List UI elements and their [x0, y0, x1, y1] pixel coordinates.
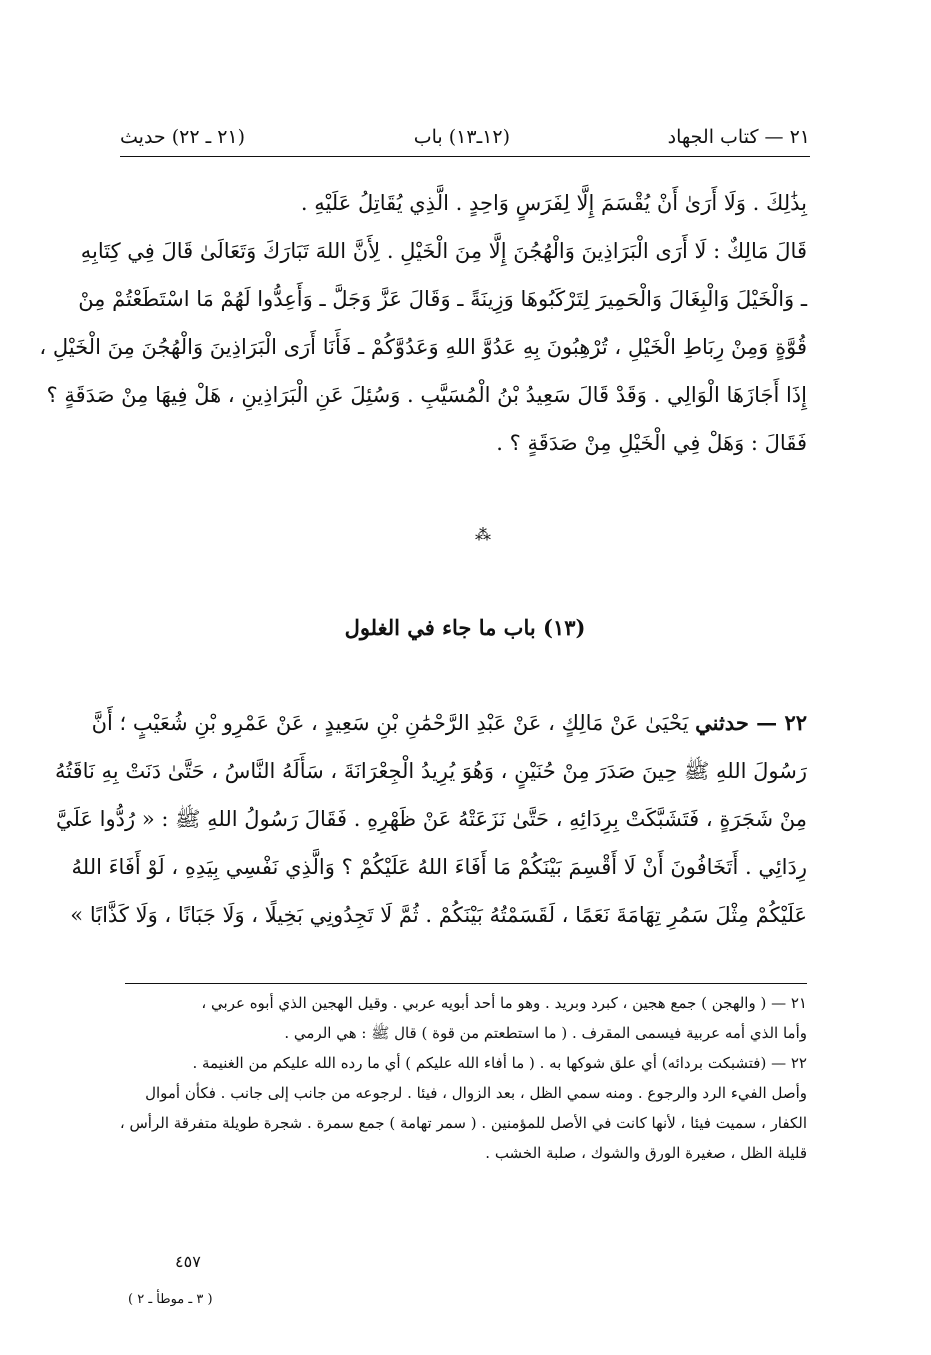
text-line: رَسُولَ اللهِ ﷺ حِينَ صَدَرَ مِنْ حُنَيْنٍ ، وَهُوَ يُرِيدُ الْجِعْرَانَةَ ، سَأَلَهُ النَّاسُ ، حَتَّىٰ دَنَتْ بِهِ نَاقَتُهُ [54, 759, 807, 783]
running-header [120, 118, 810, 158]
footnote-line: وأصل الفيء الرد والرجوع . ومنه سمي الظل ، بعد الزوال ، فيئا . لرجوعه من جانب إلى جانب . فكأن أموال [145, 1084, 807, 1102]
text-line: فَقَالَ : وَهَلْ فِي الْخَيْلِ مِنْ صَدَقَةٍ ؟ . [496, 431, 807, 455]
footnotes [119, 988, 807, 1168]
footnote-rule [125, 983, 807, 984]
section2-text [54, 700, 807, 940]
header-hadith-range: (٢١ ـ ٢٢) حديث [120, 126, 246, 148]
section-separator: ⁂ [475, 525, 489, 544]
bab-title: (١٣) باب ما جاء في الغلول [344, 615, 586, 640]
footnote-line: الكفار ، سميت فيئا ، لأنها كانت في الأصل للمؤمنين . ( سمر تهامة ) جمع سمرة . شجرة طويلة متفرقة الرأس ، [119, 1114, 807, 1132]
text-line: بِذَٰلِكَ . وَلَا أَرَىٰ أَنْ يُقْسَمَ إِلَّا لِفَرَسٍ وَاحِدٍ . الَّذِي يُقَاتِلُ عَلَيْهِ . [300, 191, 807, 215]
text-line: رِدَائِي . أَتَخَافُونَ أَنْ لَا أَقْسِمَ بَيْنَكُمْ مَا أَفَاءَ اللهُ عَلَيْكُمْ ؟ وَالَّذِي نَفْسِي بِيَدِهِ ، لَوْ أَفَاءَ اللهُ [71, 855, 807, 879]
footnote-line: ٢١ — ( والهجن ) جمع هجين ، كبرد وبريد . وهو ما أحد أبويه عربي . وقيل الهجين الذي أبوه عربي ، [201, 994, 807, 1012]
section1-text [39, 180, 807, 468]
header-chapter: ٢١ — كتاب الجهاد [667, 126, 810, 148]
text-line: إِذَا أَجَازَهَا الْوَالِي . وَقَدْ قَالَ سَعِيدُ بْنُ الْمُسَيَّبِ . وَسُئِلَ عَنِ الْبَرَاذِينِ ، هَلْ فِيهَا مِنْ صَدَقَةٍ ؟ [46, 383, 807, 407]
page-number: ٤٥٧ [175, 1252, 201, 1271]
text-line: قُوَّةٍ وَمِنْ رِبَاطِ الْخَيْلِ ، تُرْهِبُونَ بِهِ عَدُوَّ اللهِ وَعَدُوَّكُمْ ـ فَأَنَا أَرَى الْبَرَاذِينَ وَالْهُجُنَ مِنَ الْخَيْلِ ، [39, 335, 807, 359]
text-line [91, 700, 807, 748]
text-line: مِنْ شَجَرَةٍ ، فَتَشَبَّكَتْ بِرِدَائِهِ ، حَتَّىٰ نَزَعَتْهُ عَنْ ظَهْرِهِ . فَقَالَ رَسُولُ اللهِ ﷺ : « رُدُّوا عَلَيَّ [56, 807, 807, 831]
header-bab: (١٢ـ١٣) باب [413, 126, 510, 148]
text-line: ـ وَالْخَيْلَ وَالْبِغَالَ وَالْحَمِيرَ لِتَرْكَبُوهَا وَزِينَةً ـ وَقَالَ عَزَّ وَجَلَّ ـ وَأَعِدُّوا لَهُمْ مَا اسْتَطَعْتُمْ مِنْ [78, 287, 807, 311]
footnote-line: قليلة الظل ، صغيرة الورق والشوك ، صلبة الخشب . [485, 1144, 807, 1162]
header-rule [120, 156, 810, 157]
footnote-line: ٢٢ — (فتشبكت بردائه) أي علق شوكها به . ( ما أفاء الله عليكم ) أي ما رده الله عليكم من الغنيمة . [192, 1054, 807, 1072]
hadith-lead: ٢٢ — حدثني [695, 710, 807, 735]
printer-signature: ( ٣ ـ موطأ ـ ٢ ) [128, 1292, 213, 1307]
text-line-body: يَحْيَىٰ عَنْ مَالِكٍ ، عَنْ عَبْدِ الرَّحْمَٰنِ بْنِ سَعِيدٍ ، عَنْ عَمْرِو بْنِ شُعَيْبٍ ؛ أَنَّ [91, 711, 689, 735]
text-line: عَلَيْكُمْ مِثْلَ سَمُرِ تِهَامَةَ نَعَمًا ، لَقَسَمْتُهُ بَيْنَكُمْ . ثُمَّ لَا تَجِدُونِي بَخِيلًا ، وَلَا جَبَانًا ، وَلَا كَذَّابًا » [70, 903, 807, 927]
footnote-line: وأما الذي أمه عربية فيسمى المقرف . ( ما استطعتم من قوة ) قال ﷺ : هي الرمي . [284, 1024, 807, 1042]
text-line: قَالَ مَالِكٌ : لَا أَرَى الْبَرَاذِينَ وَالْهُجُنَ إِلَّا مِنَ الْخَيْلِ . لِأَنَّ اللهَ تَبَارَكَ وَتَعَالَىٰ قَالَ فِي كِتَابِهِ [80, 239, 807, 263]
